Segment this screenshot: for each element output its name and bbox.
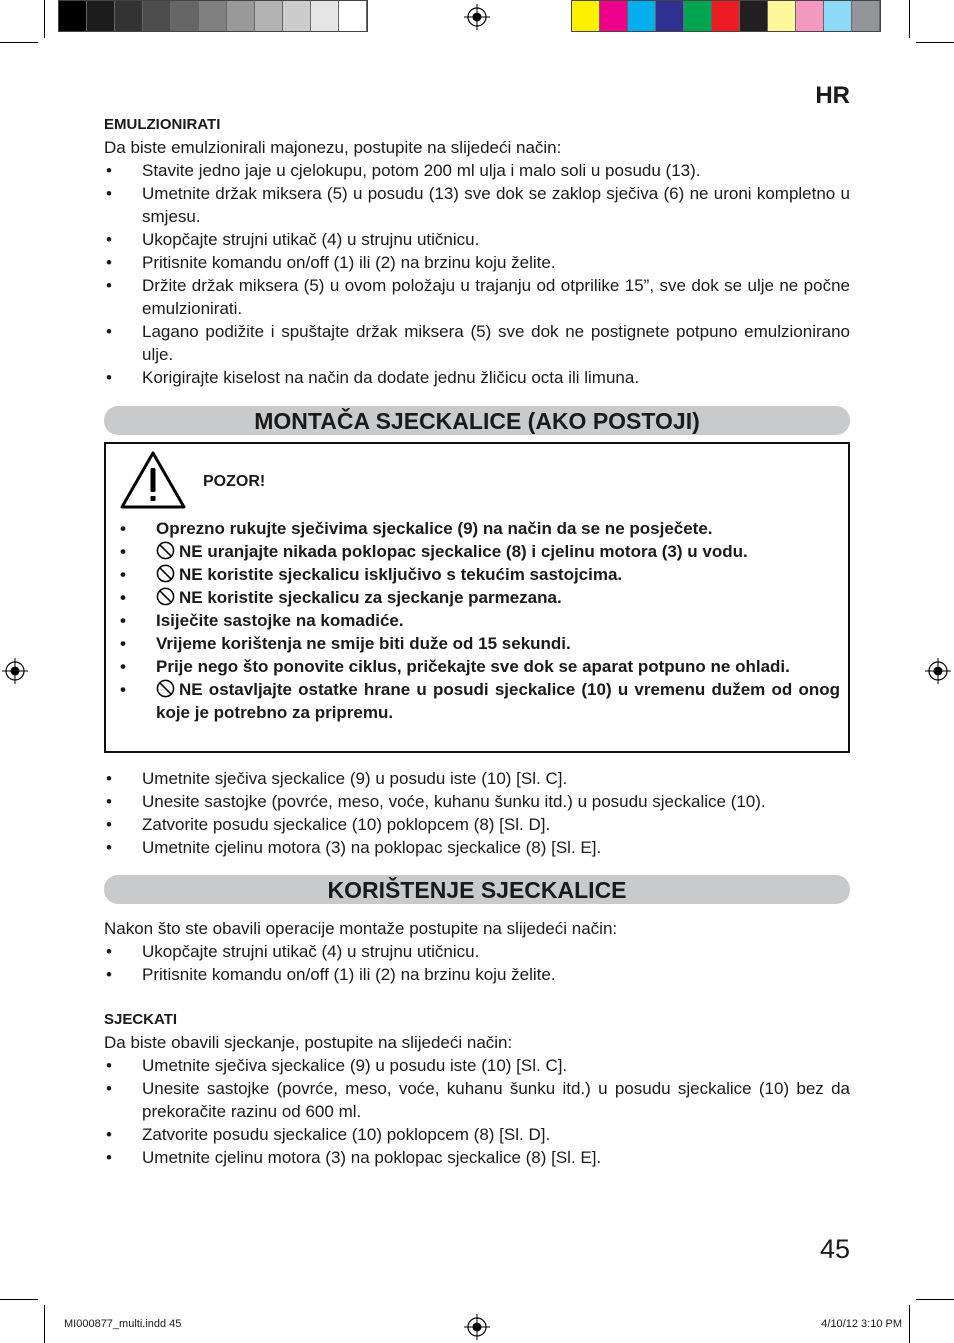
- section-intro: Da biste obavili sjeckanje, postupite na slijedeći način:: [104, 1033, 513, 1052]
- footer-file: MI000877_multi.indd 45: [64, 1318, 182, 1330]
- warning-item: [118, 563, 840, 586]
- page-number: 45: [819, 1234, 850, 1264]
- list-item: • Umetnite cjelinu motora (3) na poklopac sjeckalice (8) [Sl. E].: [104, 1146, 850, 1169]
- list-item: • Pritisnite komandu on/off (1) ili (2) na brzinu koju želite.: [104, 251, 850, 274]
- section-banner: KORIŠTENJE SJECKALICE: [104, 875, 850, 904]
- color-swatch: [740, 1, 768, 31]
- color-swatch: [712, 1, 740, 31]
- color-swatch: [628, 1, 656, 31]
- color-swatch: [824, 1, 852, 31]
- prohibited-icon: [156, 679, 175, 698]
- list-item: • Pritisnite komandu on/off (1) ili (2) na brzinu koju želite.: [104, 963, 850, 986]
- prohibited-icon: [156, 587, 175, 606]
- warning-item-text: NE koristite sjeckalicu isključivo s tekućim sastojcima.: [179, 565, 623, 584]
- bullet-list: [104, 159, 850, 389]
- color-swatch: [143, 1, 171, 31]
- color-swatch: [684, 1, 712, 31]
- color-swatch: [255, 1, 283, 31]
- color-swatch: [311, 1, 339, 31]
- footer-date: 4/10/12 3:10 PM: [821, 1318, 902, 1330]
- warning-item-text: NE koristite sjeckalicu za sjeckanje parmezana.: [179, 588, 562, 607]
- list-item: • Držite držak miksera (5) u ovom položaju u trajanju od otprilike 15”, sve dok se ulje ne počne emulzionirati.: [104, 274, 850, 320]
- crop-mark: [909, 1305, 910, 1343]
- warning-item-text: NE uranjajte nikada poklopac sjeckalice (8) i cjelinu motora (3) u vodu.: [179, 542, 748, 561]
- section-intro: Nakon što ste obavili operacije montaže postupite na slijedeći način:: [104, 919, 618, 938]
- prohibited-icon: [156, 564, 175, 583]
- list-item: • Zatvorite posudu sjeckalice (10) poklopcem (8) [Sl. D].: [104, 1123, 850, 1146]
- registration-mark-icon: [464, 1314, 490, 1340]
- list-item: • Umetnite držak miksera (5) u posudu (13) sve dok se zaklop sječiva (6) ne uroni kompletno u smjesu.: [104, 182, 850, 228]
- crop-mark: [0, 1299, 38, 1300]
- crop-mark: [44, 0, 45, 38]
- registration-mark-icon: [464, 4, 490, 30]
- color-swatch: [796, 1, 824, 31]
- process-color-bar: [571, 0, 881, 32]
- list-item: • Umetnite sječiva sjeckalice (9) u posudu iste (10) [Sl. C].: [104, 767, 850, 790]
- color-swatch: [199, 1, 227, 31]
- bullet-list: [104, 767, 850, 859]
- section-chopping: [104, 1008, 850, 1169]
- color-swatch: [59, 1, 87, 31]
- registration-mark-icon: [2, 658, 28, 684]
- section-usage: [104, 917, 850, 986]
- warning-list: [118, 517, 840, 724]
- list-item: • Unesite sastojke (povrće, meso, voće, kuhanu šunku itd.) u posudu sjeckalice (10).: [104, 790, 850, 813]
- registration-mark-icon: [925, 658, 951, 684]
- list-item: • Unesite sastojke (povrće, meso, voće, kuhanu šunku itd.) u posudu sjeckalice (10) bez da prekoračite razinu od 600 ml.: [104, 1077, 850, 1123]
- warning-item: [118, 609, 840, 632]
- color-swatch: [572, 1, 600, 31]
- warning-item-text: Vrijeme korištenja ne smije biti duže od 15 sekundi.: [156, 634, 571, 653]
- section-intro: Da biste emulzionirali majonezu, postupite na slijedeći način:: [104, 138, 562, 157]
- color-swatch: [171, 1, 199, 31]
- warning-item: [118, 655, 840, 678]
- section-heading: EMULZIONIRATI: [104, 116, 221, 133]
- prohibited-icon: [156, 541, 175, 560]
- warning-item: [118, 632, 840, 655]
- crop-mark: [0, 42, 38, 43]
- warning-title: POZOR!: [203, 473, 266, 490]
- warning-item: [118, 586, 840, 609]
- section-assembly-steps: [104, 767, 850, 859]
- color-swatch: [115, 1, 143, 31]
- list-item: • Korigirajte kiselost na način da dodate jednu žličicu octa ili limuna.: [104, 366, 850, 389]
- warning-item-text: Oprezno rukujte sječivima sjeckalice (9) na način da se ne posječete.: [156, 519, 713, 538]
- list-item: • Ukopčajte strujni utikač (4) u strujnu utičnicu.: [104, 228, 850, 251]
- crop-mark: [916, 42, 954, 43]
- warning-triangle-icon: [119, 450, 187, 510]
- list-item: • Lagano podižite i spuštajte držak miksera (5) sve dok ne postignete potpuno emulzionirano ulje.: [104, 320, 850, 366]
- list-item: • Ukopčajte strujni utikač (4) u strujnu utičnicu.: [104, 940, 850, 963]
- color-swatch: [339, 1, 367, 31]
- section-emulsify: [104, 113, 850, 389]
- bullet-list: [104, 1054, 850, 1169]
- crop-mark: [916, 1299, 954, 1300]
- list-item: • Umetnite cjelinu motora (3) na poklopac sjeckalice (8) [Sl. E].: [104, 836, 850, 859]
- color-swatch: [768, 1, 796, 31]
- warning-box: [104, 442, 850, 753]
- warning-item: [118, 540, 840, 563]
- list-item: • Umetnite sječiva sjeckalice (9) u posudu iste (10) [Sl. C].: [104, 1054, 850, 1077]
- language-code: HR: [815, 82, 850, 109]
- bullet-list: [104, 940, 850, 986]
- list-item: • Stavite jedno jaje u cjelokupu, potom 200 ml ulja i malo soli u posudu (13).: [104, 159, 850, 182]
- warning-item-text: NE ostavljajte ostatke hrane u posudi sjeckalice (10) u vremenu dužem od onog koje je potrebno za pripremu.: [156, 680, 840, 722]
- list-item: • Zatvorite posudu sjeckalice (10) poklopcem (8) [Sl. D].: [104, 813, 850, 836]
- grayscale-color-bar: [58, 0, 368, 32]
- color-swatch: [283, 1, 311, 31]
- crop-mark: [909, 0, 910, 38]
- color-swatch: [600, 1, 628, 31]
- warning-item-text: Isiječite sastojke na komadiće.: [156, 611, 404, 630]
- crop-mark: [44, 1305, 45, 1343]
- warning-item: [118, 678, 840, 724]
- section-banner: MONTAČA SJECKALICE (AKO POSTOJI): [104, 406, 850, 435]
- warning-item-text: Prije nego što ponovite ciklus, pričekajte sve dok se aparat potpuno ne ohladi.: [156, 657, 790, 676]
- warning-item: [118, 517, 840, 540]
- color-swatch: [852, 1, 880, 31]
- color-swatch: [87, 1, 115, 31]
- section-heading: SJECKATI: [104, 1011, 178, 1028]
- color-swatch: [227, 1, 255, 31]
- color-swatch: [656, 1, 684, 31]
